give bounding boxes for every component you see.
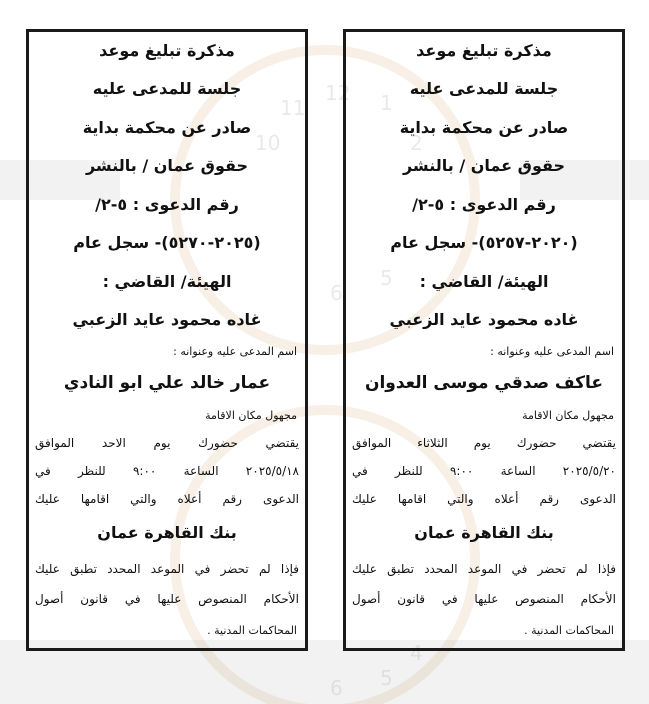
watermark-number: 11 — [280, 96, 306, 120]
watermark-number: 10 — [255, 131, 281, 155]
residence-line: مجهول مكان الاقامة — [205, 409, 297, 422]
attendance-line: يقتضي حضورك يوم الثلاثاء الموافق — [352, 436, 616, 450]
case-register: (٢٠٢٠-٥٢٥٧)- سجل عام — [390, 233, 578, 252]
residence-line: مجهول مكان الاقامة — [522, 409, 614, 422]
notice-card — [26, 29, 308, 651]
issued-by-line: صادر عن محكمة بداية — [82, 118, 252, 137]
defendant-label: اسم المدعى عليه وعنوانه : — [490, 345, 614, 358]
watermark-number: 1 — [380, 91, 393, 115]
panel-label: الهيئة/ القاضي : — [419, 272, 549, 291]
panel-label: الهيئة/ القاضي : — [102, 272, 232, 291]
warning-line: المحاكمات المدنية . — [207, 624, 297, 637]
defendant-name: عاكف صدقي موسى العدوان — [364, 373, 604, 393]
watermark-number: 12 — [325, 81, 351, 105]
judge-name: غاده محمود عايد الزعبي — [389, 310, 579, 329]
notice-title: مذكرة تبليغ موعد — [99, 41, 235, 60]
attendance-line: ٢٠٢٥/٥/١٨ الساعة ٩:٠٠ للنظر في — [35, 464, 299, 478]
warning-line: الأحكام المنصوص عليها في قانون أصول — [352, 592, 616, 606]
watermark-number: 6 — [330, 676, 343, 700]
watermark-number: 5 — [380, 666, 393, 690]
watermark-number: 5 — [380, 266, 393, 290]
attendance-line: ٢٠٢٥/٥/٢٠ الساعة ٩:٠٠ للنظر في — [352, 464, 616, 478]
warning-line: المحاكمات المدنية . — [524, 624, 614, 637]
attendance-line: الدعوى رقم أعلاه والتي اقامها عليك — [35, 492, 299, 506]
defendant-label: اسم المدعى عليه وعنوانه : — [173, 345, 297, 358]
court-line: حقوق عمان / بالنشر — [402, 156, 566, 175]
notice-title: مذكرة تبليغ موعد — [416, 41, 552, 60]
warning-line: الأحكام المنصوص عليها في قانون أصول — [35, 592, 299, 606]
warning-line: فإذا لم تحضر في الموعد المحدد تطبق عليك — [35, 562, 299, 576]
case-number: رقم الدعوى : ٥-٢/ — [412, 195, 556, 214]
issued-by-line: صادر عن محكمة بداية — [399, 118, 569, 137]
warning-line: فإذا لم تحضر في الموعد المحدد تطبق عليك — [352, 562, 616, 576]
attendance-line: يقتضي حضورك يوم الاحد الموافق — [35, 436, 299, 450]
session-line: جلسة للمدعى عليه — [409, 79, 559, 98]
judge-name: غاده محمود عايد الزعبي — [72, 310, 262, 329]
case-register: (٢٠٢٥-٥٢٧٠)- سجل عام — [73, 233, 261, 252]
attendance-line: الدعوى رقم أعلاه والتي اقامها عليك — [352, 492, 616, 506]
session-line: جلسة للمدعى عليه — [92, 79, 242, 98]
plaintiff-name: بنك القاهرة عمان — [414, 523, 554, 542]
defendant-name: عمار خالد علي ابو النادي — [63, 373, 271, 393]
court-line: حقوق عمان / بالنشر — [85, 156, 249, 175]
notice-card — [343, 29, 625, 651]
plaintiff-name: بنك القاهرة عمان — [97, 523, 237, 542]
watermark-number: 6 — [330, 281, 343, 305]
case-number: رقم الدعوى : ٥-٢/ — [95, 195, 239, 214]
watermark-number: 2 — [410, 131, 423, 155]
watermark-number: 4 — [410, 641, 423, 665]
